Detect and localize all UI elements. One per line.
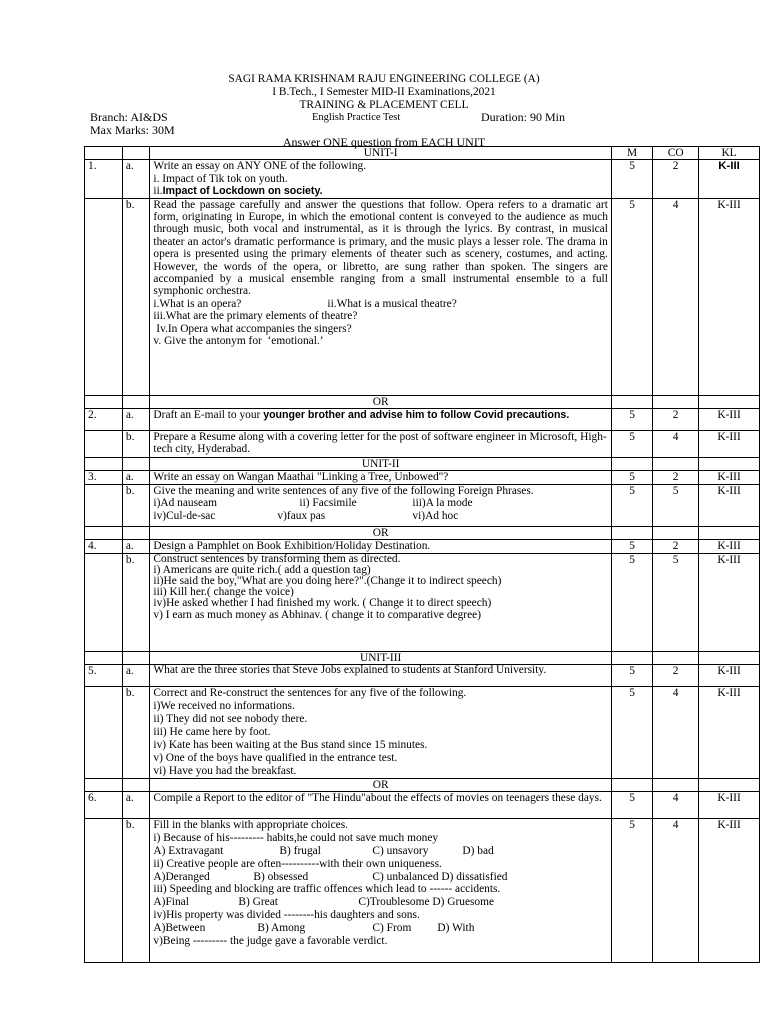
q5a-row bbox=[85, 665, 760, 687]
q4b-co: 5 bbox=[653, 553, 699, 651]
q6a-m: 5 bbox=[611, 792, 652, 819]
q4a-m: 5 bbox=[611, 540, 652, 553]
or-label: OR bbox=[150, 526, 611, 539]
q6b-text bbox=[150, 819, 611, 963]
q3a-row bbox=[85, 471, 760, 484]
q6b-sentence-4: iv)His property was divided --------his daughters and sons. bbox=[153, 909, 420, 922]
q4b-item-iv: iv)He asked whether I had finished my work. ( Change it to direct speech) bbox=[153, 597, 492, 610]
col-m: M bbox=[611, 147, 652, 160]
q5a-co: 2 bbox=[653, 665, 699, 687]
q4b-item-i: i) Americans are quite rich.( add a question tag) bbox=[153, 563, 371, 576]
q3b-m: 5 bbox=[611, 484, 652, 526]
q1a-text bbox=[150, 160, 611, 198]
q1a-opt-ii: ii.Impact of Lockdown on society. bbox=[153, 185, 323, 198]
or-label: OR bbox=[150, 395, 611, 408]
q2-number: 2. bbox=[85, 409, 123, 431]
q1a-kl: K-III bbox=[699, 160, 760, 198]
q6b-co: 4 bbox=[653, 819, 699, 963]
q2a-kl: K-III bbox=[699, 409, 760, 431]
q2a-m: 5 bbox=[611, 409, 652, 431]
exam-title: I B.Tech., I Semester MID-II Examinations,2021 bbox=[272, 86, 496, 98]
or-label: OR bbox=[150, 779, 611, 792]
q3a-text: Write an essay on Wangan Maathai "Linking a Tree, Unbowed"? bbox=[150, 471, 611, 484]
q2b-co: 4 bbox=[653, 431, 699, 458]
or-row-1 bbox=[85, 395, 760, 408]
q6b-m: 5 bbox=[611, 819, 652, 963]
q3a-m: 5 bbox=[611, 471, 652, 484]
unit-1-label: UNIT-I bbox=[150, 147, 611, 160]
q3a-kl: K-III bbox=[699, 471, 760, 484]
q4b-title: Construct sentences by transforming them as directed. bbox=[153, 553, 401, 565]
q3b-co: 5 bbox=[653, 484, 699, 526]
q5b-title: Correct and Re-construct the sentences for any five of the following. bbox=[153, 687, 467, 700]
unit-2-header-row bbox=[85, 458, 760, 471]
q5b-item-iv: iv) Kate has been waiting at the Bus stand since 15 minutes. bbox=[153, 739, 428, 752]
q4b-kl: K-III bbox=[699, 553, 760, 651]
q1b-q-iii: iii.What are the primary elements of theatre? bbox=[153, 310, 358, 323]
q5b-kl: K-III bbox=[699, 687, 760, 779]
q6b-options-1: A) Extravagant B) frugal C) unsavory D) bad bbox=[153, 845, 494, 858]
q4b-m: 5 bbox=[611, 553, 652, 651]
unit-1-header-row bbox=[85, 147, 760, 160]
q3b-text bbox=[150, 484, 611, 526]
q6b-kl: K-III bbox=[699, 819, 760, 963]
q1b-q-i-ii: i.What is an opera? ii.What is a musical theatre? bbox=[153, 297, 457, 310]
q5b-text bbox=[150, 687, 611, 779]
q4b-item-v: v) I earn as much money as Abhinav. ( change it to comparative degree) bbox=[153, 608, 481, 621]
q6a-co: 4 bbox=[653, 792, 699, 819]
q5b-co: 4 bbox=[653, 687, 699, 779]
q2b-kl: K-III bbox=[699, 431, 760, 458]
q2b-text: Prepare a Resume along with a covering letter for the post of software engineer in Microsoft, High-tech city, Hyderabad. bbox=[150, 431, 611, 458]
unit-3-header-row bbox=[85, 651, 760, 664]
question-table bbox=[84, 146, 760, 963]
q2a-co: 2 bbox=[653, 409, 699, 431]
q2a-text: Draft an E-mail to your younger brother and advise him to follow Covid precautions. bbox=[150, 409, 611, 431]
q6b-label: b. bbox=[122, 819, 150, 963]
q1b-q-v: v. Give the antonym for ‘emotional.’ bbox=[153, 335, 324, 348]
q1a-row bbox=[85, 160, 760, 198]
q6b-options-3: A)Final B) Great C)Troublesome D) Gruesome bbox=[153, 896, 495, 909]
q3b-phrases-2: iv)Cul-de-sac v)faux pas vi)Ad hoc bbox=[153, 509, 459, 522]
q4b-row bbox=[85, 553, 760, 651]
q1b-passage: Read the passage carefully and answer the questions that follow. Opera refers to a dramatic art form, originating in Europe, in which the emotional content is conveyed to the audience as much through music, both vocal and instrumental, as it is through the lyrics. By contrast, in musical theater an actor's dramatic performance is primary, and the music plays a lesser role. The drama in opera is presented using the primary elements of theater such as scenery, costumes, and acting. However, the words of the opera, or libretto, are sung rather than spoken. The singers are accompanied by a musical ensemble ranging from a small instrumental ensemble to a full symphonic orchestra. bbox=[153, 198, 608, 298]
q4a-text: Design a Pamphlet on Book Exhibition/Holiday Destination. bbox=[150, 540, 611, 553]
q1a-m: 5 bbox=[611, 160, 652, 198]
q5a-m: 5 bbox=[611, 665, 652, 687]
q2b-m: 5 bbox=[611, 431, 652, 458]
q5b-item-v: v) One of the boys have qualified in the entrance test. bbox=[153, 752, 398, 765]
or-row-2 bbox=[85, 526, 760, 539]
q4b-item-iii: iii) Kill her.( change the voice) bbox=[153, 586, 294, 599]
test-name: English Practice Test bbox=[312, 112, 401, 123]
q5b-row bbox=[85, 687, 760, 779]
q6a-label: a. bbox=[122, 792, 150, 819]
q1b-text bbox=[150, 198, 611, 395]
q5b-item-ii: ii) They did not see nobody there. bbox=[153, 713, 308, 726]
q6b-sentence-1: i) Because of his--------- habits,he could not save much money bbox=[153, 832, 439, 845]
max-marks: Max Marks: 30M bbox=[90, 123, 175, 137]
q6a-kl: K-III bbox=[699, 792, 760, 819]
q2a-label: a. bbox=[122, 409, 150, 431]
q1a-label: a. bbox=[122, 160, 150, 198]
q2b-label: b. bbox=[122, 431, 150, 458]
q1-number: 1. bbox=[85, 160, 123, 198]
q1b-m: 5 bbox=[611, 198, 652, 395]
q6b-title: Fill in the blanks with appropriate choices. bbox=[153, 819, 348, 832]
instruction: Answer ONE question from EACH UNIT bbox=[282, 135, 486, 149]
q4b-label: b. bbox=[122, 553, 150, 651]
q1b-q-iv: Iv.In Opera what accompanies the singers? bbox=[153, 322, 352, 335]
q4a-kl: K-III bbox=[699, 540, 760, 553]
q3b-kl: K-III bbox=[699, 484, 760, 526]
col-co: CO bbox=[653, 147, 699, 160]
q4a-label: a. bbox=[122, 540, 150, 553]
q5b-m: 5 bbox=[611, 687, 652, 779]
branch: Branch: AI&DS bbox=[90, 110, 168, 124]
q6b-sentence-5: v)Being --------- the judge gave a favorable verdict. bbox=[153, 934, 388, 947]
q1a-opt-i: i. Impact of Tik tok on youth. bbox=[153, 172, 288, 185]
q4a-row bbox=[85, 540, 760, 553]
unit-3-label: UNIT-III bbox=[150, 651, 611, 664]
q4b-text bbox=[150, 553, 611, 651]
q1b-kl: K-III bbox=[699, 198, 760, 395]
q6a-row bbox=[85, 792, 760, 819]
q2a-row bbox=[85, 409, 760, 431]
q2b-row bbox=[85, 431, 760, 458]
q3b-row bbox=[85, 484, 760, 526]
q1b-co: 4 bbox=[653, 198, 699, 395]
q6a-text: Compile a Report to the editor of "The Hindu"about the effects of movies on teenagers these days. bbox=[150, 792, 611, 819]
q5a-label: a. bbox=[122, 665, 150, 687]
q6b-sentence-2: ii) Creative people are often----------with their own uniqueness. bbox=[153, 857, 442, 870]
q5b-item-vi: vi) Have you had the breakfast. bbox=[153, 765, 297, 778]
q3-number: 3. bbox=[85, 471, 123, 484]
q4a-co: 2 bbox=[653, 540, 699, 553]
q3b-phrases-1: i)Ad nauseam ii) Facsimile iii)A la mode bbox=[153, 497, 473, 510]
q5a-kl: K-III bbox=[699, 665, 760, 687]
q3b-label: b. bbox=[122, 484, 150, 526]
q6-number: 6. bbox=[85, 792, 123, 819]
q5-number: 5. bbox=[85, 665, 123, 687]
q3a-co: 2 bbox=[653, 471, 699, 484]
duration: Duration: 90 Min bbox=[481, 110, 565, 124]
q3b-title: Give the meaning and write sentences of any five of the following Foreign Phrases. bbox=[153, 484, 534, 497]
q3a-label: a. bbox=[122, 471, 150, 484]
q6b-options-2: A)Deranged B) obsessed C) unbalanced D) dissatisfied bbox=[153, 870, 508, 883]
q6b-row bbox=[85, 819, 760, 963]
q5b-label: b. bbox=[122, 687, 150, 779]
q5b-item-iii: iii) He came here by foot. bbox=[153, 726, 271, 739]
q1b-label: b. bbox=[122, 198, 150, 395]
q4-number: 4. bbox=[85, 540, 123, 553]
q1b-row bbox=[85, 198, 760, 395]
college-name: SAGI RAMA KRISHNAM RAJU ENGINEERING COLLEGE (A) bbox=[228, 73, 540, 85]
col-kl: KL bbox=[699, 147, 760, 160]
or-row-3 bbox=[85, 779, 760, 792]
q1a-co: 2 bbox=[653, 160, 699, 198]
cell-name: TRAINING & PLACEMENT CELL bbox=[299, 99, 469, 111]
q1a-title: Write an essay on ANY ONE of the following. bbox=[153, 160, 367, 173]
q4b-item-ii: ii)He said the boy,"What are you doing here?".(Change it to indirect speech) bbox=[153, 575, 502, 588]
unit-2-label: UNIT-II bbox=[150, 458, 611, 471]
q6b-options-4: A)Between B) Among C) From D) With bbox=[153, 921, 475, 934]
q5a-text: What are the three stories that Steve Jobs explained to students at Stanford University. bbox=[150, 665, 611, 687]
q6b-sentence-3: iii) Speeding and blocking are traffic offences which lead to ------ accidents. bbox=[153, 883, 501, 896]
q5b-item-i: i)We received no informations. bbox=[153, 700, 295, 713]
